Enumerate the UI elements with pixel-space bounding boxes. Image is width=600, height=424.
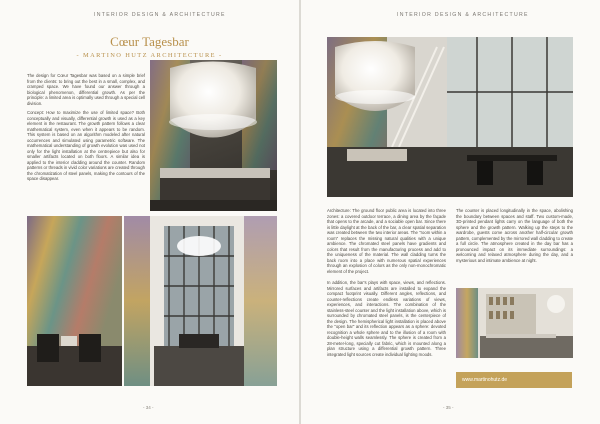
photo-bar-shelves xyxy=(456,288,573,358)
website-link[interactable]: www.martinohutz.de xyxy=(462,377,508,383)
left-page xyxy=(0,0,299,424)
left-page-number: - 34 - xyxy=(143,405,154,410)
intro-paragraph-2: Concept: How to maximize the use of limited space? Both conceptually and visually, differential growth is used as a key element in the restaurant. The growth pattern follows a clear mathematical system, even when it appears to be random. This system is based on an algorithm modeled after natural occurrences and simulated using parametric software. The mathematical understanding of growth evolution was used not only for the light installation at the centrepiece but also for smaller artifacts located on both floors. A similar idea is applied to the interior cladding around the counter. Random patterns or threads in vivid color variations are created through the chromatization of steel panels, making the contours of the space disappear. xyxy=(27,110,145,181)
article-subtitle: - MARTINO HUTZ ARCHITECTURE - xyxy=(76,52,223,59)
architecture-paragraph: Architecture: The ground floor public area is located into three zones: a covered outdoor terrace, a dining area by the façade that opens to the arcade, and a sociable open bar. Since there is little daylight at the back of the bar, a clear spatial separation was created between the two interior areas. The "room within a room" replaces the missing natural qualities with a unique ambience. The chromated steel panels have gradients and colors that result from the manufacturing process and add to the uniqueness of the material. The wall cladding turns the back room into a place with numerous spatial experiences through an explosion of colors as the only non-monochromatic element of the project. xyxy=(327,208,446,274)
website-link-box[interactable] xyxy=(456,372,572,388)
intro-text-column xyxy=(27,73,145,182)
photo-restaurant-interior xyxy=(327,37,573,197)
counter-text-column xyxy=(456,208,573,263)
article-title: Cœur Tagesbar xyxy=(110,34,189,49)
bar-paragraph: In addition, the bar's plays with space, views, and reflections. Mirrored surfaces and artifacts are installed to expand the compact footprint visually. Different angles, reflections, and counter-reflections create endless variations of views, experiences, and interactions. The combination of the stainless-steel counter and the light installation above, which is surrounded by chromated steel panels, is the centerpiece of the design. The hemispherical light installation is placed above the "open bar" and its reflection appears as a sphere: devoted recognition a whole sphere and to the illusion of a room with double-height walls seamlessly. The sphere is created from a 28-meter-long, specially cut fabric, which is mounted along a plan structure using a differential growth pattern. Three integrated light sources create individual lighting moods. xyxy=(327,280,446,357)
right-page-number: - 35 - xyxy=(443,405,454,410)
counter-paragraph: The counter is placed longitudinally in the space, abolishing the boundary between spaces and staff. Two custom-made, 3D-printed pendant lights carry on the language of both the sphere and the growth pattern. Walking up the steps to the wardrobe, guests come across another half-circular growth pattern, complemented by the mirrored wall cladding to create a full circle. The atmosphere created in the day bar has a pronounced impact on its immediate surroundings: a welcoming and relaxed atmosphere during the day, and a mysterious and intimate ambience at night. xyxy=(456,208,573,263)
architecture-text-column xyxy=(327,208,446,357)
right-page xyxy=(301,0,600,424)
intro-paragraph-1: The design for Cœur Tagesbar was based on a simple brief from the clients: to bring out the best in a small, complex, and cramped space. We have found our answer through a biological phenomenon, differential growth. As per the principle: a limited area is optimally used through a special cell division. xyxy=(27,73,145,106)
photo-iridescent-wall xyxy=(27,216,122,386)
left-header: INTERIOR DESIGN & ARCHITECTURE xyxy=(94,12,226,18)
photo-sphere-light-bar xyxy=(150,60,277,211)
right-header: INTERIOR DESIGN & ARCHITECTURE xyxy=(397,12,529,18)
photo-mirrored-corridor xyxy=(124,216,277,386)
